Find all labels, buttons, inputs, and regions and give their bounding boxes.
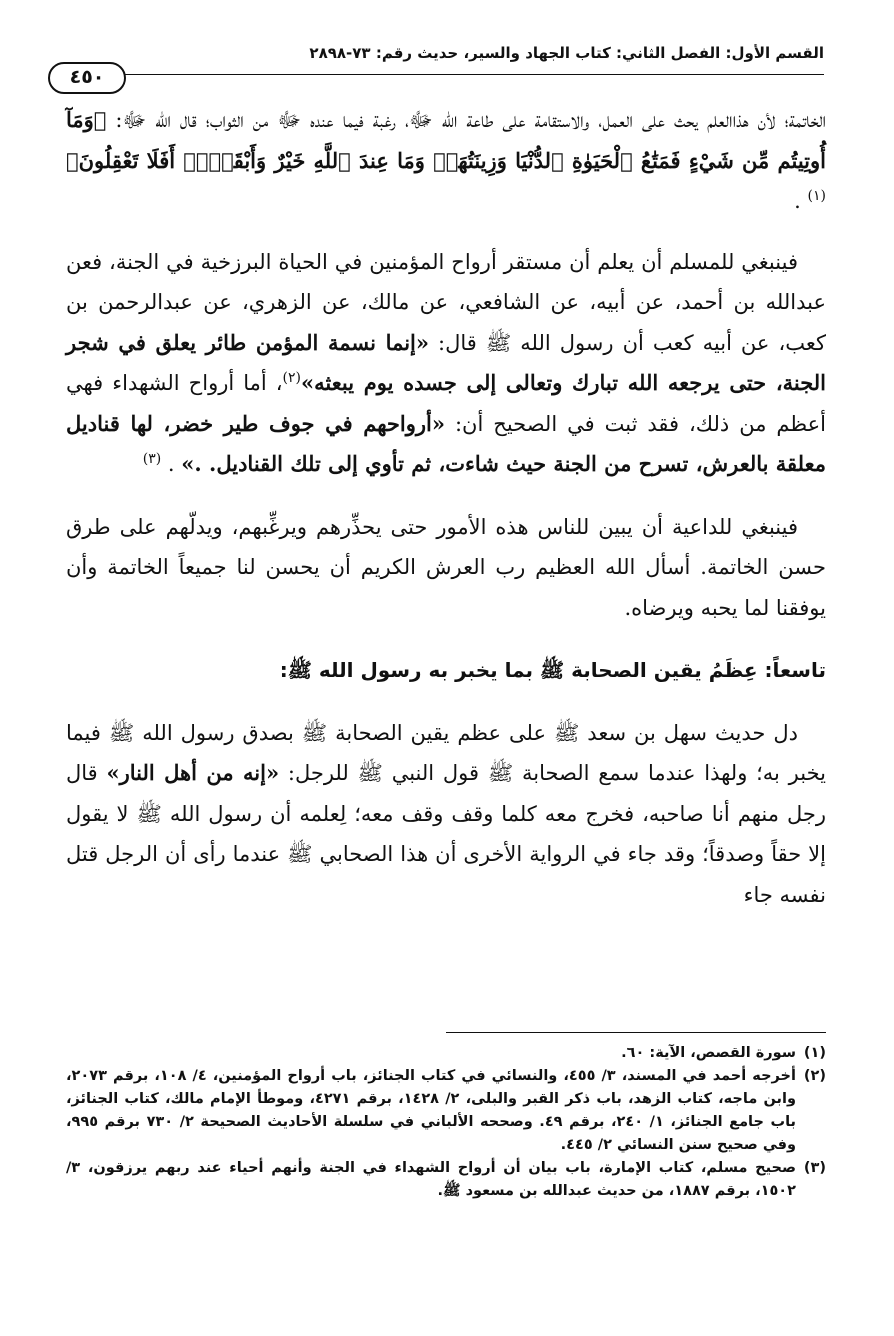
header-rule [122,74,824,75]
paragraph-4-end: قال رجل منهم أنا صاحبه، فخرج معه كلما وقف وقف معه؛ لِعلمه أن رسول الله ﷺ لا يقول إلا حقاً وصدقاً؛ وقد جاء في الرواية الأخرى أن هذا الصحابي ﷺ عندما رأى أن الرجل قتل نفسه جاء [66,761,826,907]
footnote-ref-1: (١) [807,188,826,204]
section-heading: تاسعاً: عِظَمُ يقين الصحابة ﷺ بما يخبر به رسول الله ﷺ: [279,658,826,682]
footnote-rule [446,1032,826,1033]
footnote-2 [66,1065,826,1157]
hadith-quote-2: «أرواحهم في جوف طير خضر، لها قناديل معلقة بالعرش، تسرح من الجنة حيث شاءت، ثم تأوي إلى تلك القناديل. .» [66,410,826,476]
footnote-number: (٣) [803,1160,826,1176]
paragraph-1-text: الخاتمة؛ لأن هذاالعلم يحث على العمل، والاستقامة على طاعة الله ﷻ، رغبة فيما عنده ﷻ من الثواب؛ قال الله ﷻ: [106,108,826,132]
footnote-ref-3: (٣) [142,451,162,467]
paragraph-1 [66,100,826,222]
footnote-text: سورة القصص، الآية: ٦٠. [621,1045,796,1061]
footnote-number: (٢) [803,1068,826,1084]
footnote-ref-2: (٢) [282,370,302,386]
footnote-text: أخرجه أحمد في المسند، ٣/ ٤٥٥، والنسائي في كتاب الجنائز، باب أرواح المؤمنين، ٤/ ١٠٨، برقم ٢٠٧٣، وابن ماجه، كتاب الزهد، باب ذكر القبر والبلى، ٢/ ١٤٢٨، برقم ٤٢٧١، وموطأ الإمام مالك، كتاب الجنائز، باب جامع الجنائز، ١/ ٢٤٠، برقم ٤٩. وصححه الألباني في سلسلة الأحاديث الصحيحة ٢/ ٧٣٠ برقم ٩٩٥، وفي صحيح سنن النسائي ٢/ ٤٤٥. [66,1068,796,1153]
hadith-quote-1: «إنما نسمة المؤمن طائر يعلق في شجر الجنة، حتى يرجعه الله تبارك وتعالى إلى جسده يوم يبعثه» [66,329,826,395]
footnote-1 [66,1042,826,1065]
paragraph-2-middle: ، أما أرواح الشهداء فهي أعظم من ذلك، فقد ثبت في الصحيح أن: [66,371,826,436]
footnote-3 [66,1157,826,1203]
quran-verse: ﴿وَمَآ أُوتِيتُم مِّن شَيْءٍ فَمَتَٰعُ ٱلْحَيَوٰةِ ٱلدُّنْيَا وَزِينَتُهَاۚ وَمَا عِندَ ٱللَّهِ خَيْرٌ وَأَبْقَىٰٓۚ أَفَلَا تَعْقِلُونَ﴾ [66,107,826,173]
running-header: القسم الأول: الفصل الثاني: كتاب الجهاد والسير، حديث رقم: ٧٣-٢٨٩٨ [309,44,824,62]
paragraph-2 [66,242,826,485]
footnote-text: صحيح مسلم، كتاب الإمارة، باب بيان أن أرواح الشهداء في الجنة وأنهم أحياء عند ربهم يرزقون، ٣/ ١٥٠٢، برقم ١٨٨٧، من حديث عبدالله بن مسعود ﷺ. [66,1160,796,1199]
paragraph-2-text: فينبغي للمسلم أن يعلم أن مستقر أرواح المؤمنين في الحياة البرزخية في الجنة، فعن عبدالله بن أحمد، عن أبيه، عن الشافعي، عن مالك، عن الزهري، عن عبدالرحمن بن كعب، عن أبيه كعب أن رسول الله ﷺ قال: [66,249,827,355]
main-text [66,100,826,937]
paragraph-4 [66,713,826,916]
footnotes [66,1042,826,1203]
page-number: ٤٥٠ [48,62,126,94]
prophet-quote: «إنه من أهل النار» [106,760,280,785]
paragraph-4-text: دل حديث سهل بن سعد ﷺ على عظم يقين الصحابة ﷺ بصدق رسول الله ﷺ فيما يخبر به؛ ولهذا عندما سمع الصحابة ﷺ قول النبي ﷺ للرجل: [66,720,827,785]
paragraph-2-end: . [161,452,182,476]
paragraph-1-end: . [794,189,808,213]
paragraph-3: فينبغي للداعية أن يبين للناس هذه الأمور حتى يحذِّرهم ويرغِّبهم، ويدلّهم على طرق حسن الخاتمة. أسأل الله العظيم رب العرش الكريم أن يحسن لنا جميعاً الخاتمة وأن يوفقنا لما يحبه ويرضاه. [66,514,826,620]
footnote-number: (١) [803,1045,826,1061]
